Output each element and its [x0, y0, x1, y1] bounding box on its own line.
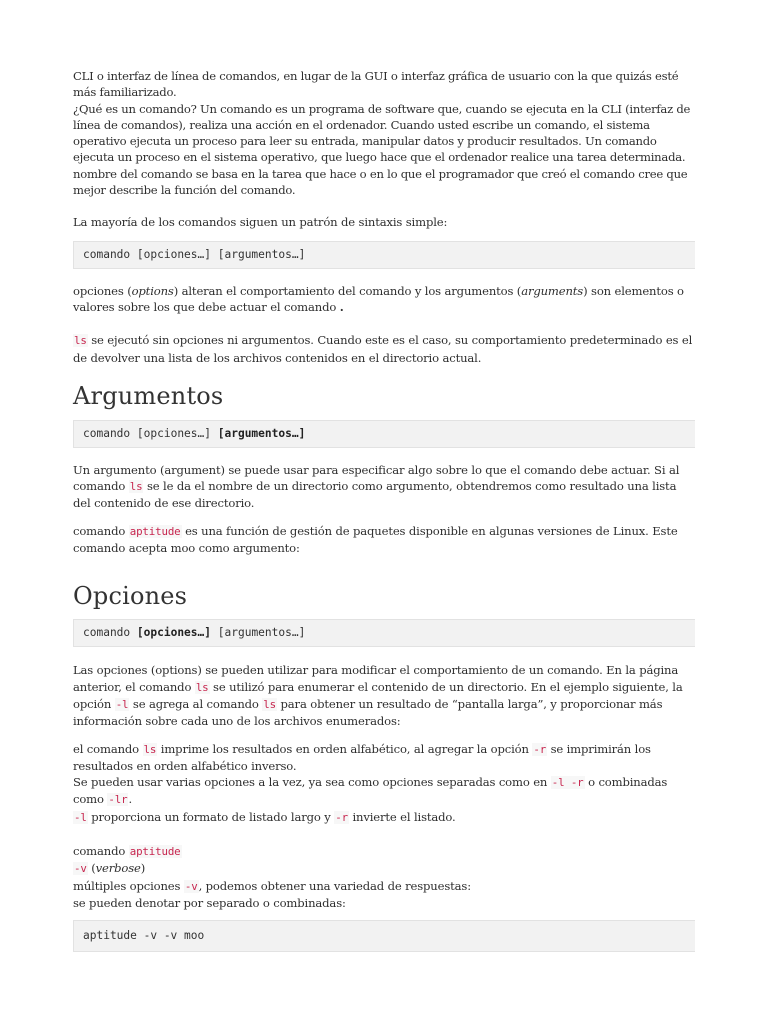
heading-argumentos: Argumentos — [73, 381, 224, 410]
syntax-command: comando — [83, 247, 131, 261]
opciones-paragraph-4: -l proporciona un formato de listado largo y -r invierte el listado. — [74, 809, 456, 824]
inline-code-aptitude: aptitude — [129, 524, 181, 538]
intro-paragraph-command-name: nombre del comando se basa en la tarea que hace o en lo que el programador que creó el comando cree que mejor describe la función del comando. — [73, 166, 688, 198]
document-content — [73, 68, 695, 952]
syntax-options: [opciones…] — [136, 247, 211, 261]
opciones-paragraph-3: Se pueden usar varias opciones a la vez, ya sea como opciones separadas como en -l -r o combinadas como -lr. — [73, 775, 668, 807]
argumentos-paragraph-1: Un argumento (argument) se puede usar para especificar algo sobre lo que el comando debe actuar. Si al comando ls se le da el nombre de un directorio como argumento, obtendremos como resultado una lista del contenido de ese directorio. — [73, 462, 680, 511]
ls-paragraph: ls se ejecutó sin opciones ni argumentos. Cuando este es el caso, su comportamiento predeterminado es el de devolver una lista de los archivos contenidos en el directorio actual. — [73, 333, 693, 365]
opciones-paragraph-1: Las opciones (options) se pueden utilizar para modificar el comportamiento de un comando. En la página anterior, el comando ls se utilizó para enumerar el contenido de un directorio. En el ejemplo siguiente, la opción -l se agrega al comando ls para obtener un resultado de “pantalla larga”, y proporcionar más información sobre cada uno de los archivos enumerados: — [73, 663, 683, 729]
syntax-intro: La mayoría de los comandos siguen un patrón de sintaxis simple: — [73, 215, 448, 230]
inline-code-ls: ls — [129, 480, 143, 494]
argumentos-paragraph-2: comando aptitude es una función de gestión de paquetes disponible en algunas versiones de Linux. Este comando acepta moo como argumento: — [73, 523, 678, 556]
heading-opciones: Opciones — [73, 582, 188, 611]
syntax-code-block — [73, 241, 695, 269]
intro-paragraph-cli: CLI o interfaz de línea de comandos, en lugar de la GUI o interfaz gráfica de usuario con la que quizás esté más familiarizado. — [73, 69, 679, 100]
opciones-paragraph-6: -v (verbose) — [74, 861, 146, 876]
argumentos-code-block: comando [opciones…] [argumentos…] — [73, 420, 695, 448]
syntax-arguments: [argumentos…] — [217, 247, 306, 261]
opciones-paragraph-7: múltiples opciones -v, podemos obtener una variedad de respuestas: — [73, 878, 471, 893]
opciones-code-block: comando [opciones…] [argumentos…] — [73, 619, 695, 647]
opciones-paragraph-2: el comando ls imprime los resultados en orden alfabético, al agregar la opción -r se imprimirán los resultados en orden alfabético inverso. — [73, 741, 651, 773]
options-arguments-paragraph: opciones (options) alteran el comportamiento del comando y los argumentos (arguments) son elementos o valores sobre los que debe actuar el comando . — [73, 283, 684, 314]
inline-code-ls: ls — [74, 334, 87, 348]
intro-paragraph-command: ¿Qué es un comando? Un comando es un programa de software que, cuando se ejecuta en la CLI (interfaz de línea de comandos), realiza una acción en el ordenador. Cuando usted escribe un comando, el sistema operativo ejecuta un proceso para leer su entrada, manipular datos y producir resultados. Un comando ejecuta un proceso en el sistema operativo, que luego hace que el ordenador realice una tarea determinada. — [73, 101, 691, 165]
opciones-paragraph-8: se pueden denotar por separado o combinadas: — [73, 895, 346, 910]
aptitude-code-block: aptitude -v -v moo — [73, 920, 695, 952]
opciones-paragraph-5: comando aptitude — [73, 844, 181, 859]
